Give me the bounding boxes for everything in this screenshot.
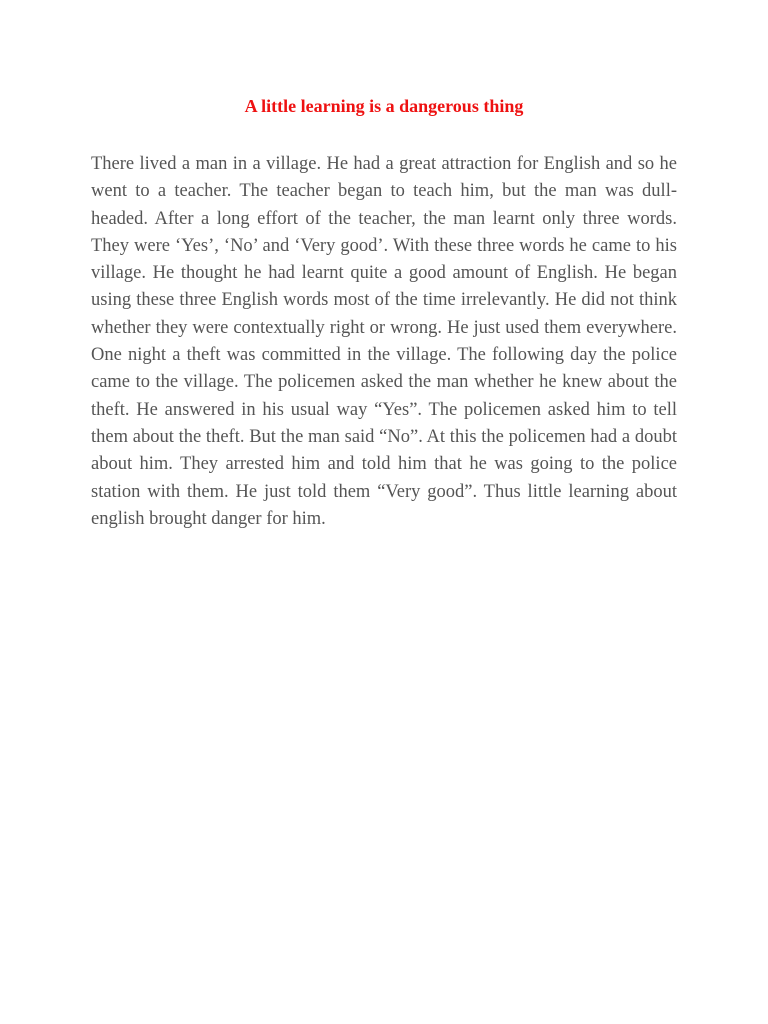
document-title: A little learning is a dangerous thing [244, 96, 524, 116]
document-body-paragraph: There lived a man in a village. He had a great attraction for English and so he went to a teacher. The teacher began to teach him, but the man was dull-headed. After a long effort of the teacher, the man learnt only three words. They were ‘Yes’, ‘No’ and ‘Very good’. With these three words he came to his village. He thought he had learnt quite a good amount of English. He began using these three English words most of the time irrelevantly. He did not think whether they were contextually right or wrong. He just used them everywhere. One night a theft was committed in the village. The following day the police came to the village. The policemen asked the man whether he knew about the theft. He answered in his usual way “Yes”. The policemen asked him to tell them about the theft. But the man said “No”. At this the policemen had a doubt about him. They arrested him and told him that he was going to the police station with them. He just told them “Very good”. Thus little learning about english brought danger for him. [91, 154, 677, 529]
